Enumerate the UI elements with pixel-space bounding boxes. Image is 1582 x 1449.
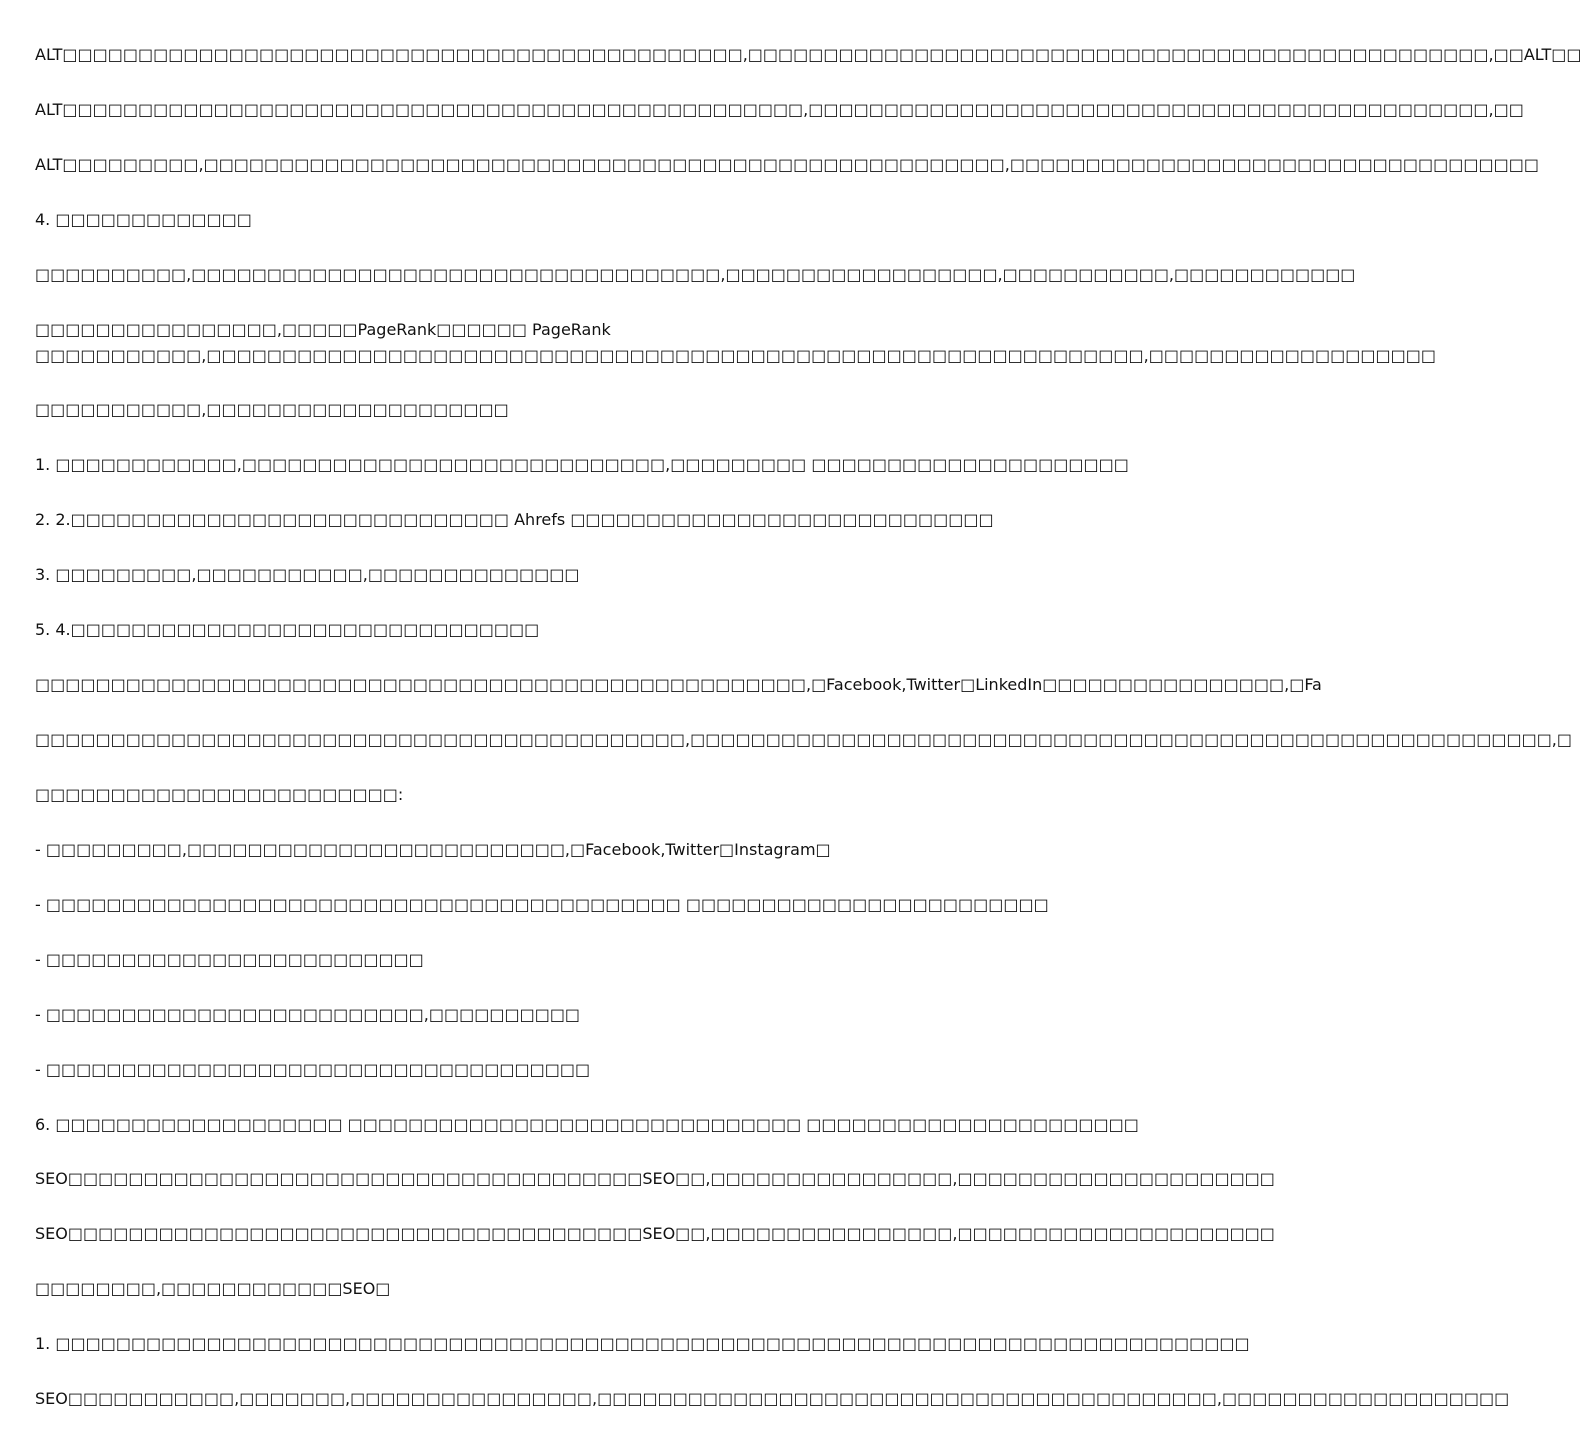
- paragraph-pagerank: [35, 317, 1436, 369]
- section-heading-6: 6. □□□□□□□□□□□□□□□□□□□ □□□□□□□□□□□□□□□□□□□□□□□□□□□□□□ □□□□□□□□□□□□□□□□□□□□□□: [35, 1115, 1139, 1134]
- bullet-item-2: - □□□□□□□□□□□□□□□□□□□□□□□□□□□□□□□□□□□□□□□□□□ □□□□□□□□□□□□□□□□□□□□□□□□: [35, 895, 1049, 914]
- paragraph-social-2: □□□□□□□□□□□□□□□□□□□□□□□□□□□□□□□□□□□□□□□□□□□,□□□□□□□□□□□□□□□□□□□□□□□□□□□□□□□□□□□□□□□□□□□□□□□□□□□□□□□□□,□: [35, 730, 1573, 749]
- list-item-2-ahrefs: 2. 2.□□□□□□□□□□□□□□□□□□□□□□□□□□□□□ Ahrefs □□□□□□□□□□□□□□□□□□□□□□□□□□□□: [35, 510, 994, 529]
- paragraph-social-intro: □□□□□□□□□□□□□□□□□□□□□□□□:: [35, 785, 404, 804]
- paragraph-seo-1: SEO□□□□□□□□□□□□□□□□□□□□□□□□□□□□□□□□□□□□□□SEO□□,□□□□□□□□□□□□□□□□,□□□□□□□□□□□□□□□□□□□□□: [35, 1169, 1275, 1188]
- bullet-item-4: - □□□□□□□□□□□□□□□□□□□□□□□□□,□□□□□□□□□□: [35, 1005, 581, 1024]
- paragraph-pagerank-line-1: □□□□□□□□□□□□□□□□,□□□□□PageRank□□□□□□ PageRank: [35, 320, 611, 339]
- list-item-1: 1. □□□□□□□□□□□□,□□□□□□□□□□□□□□□□□□□□□□□□□□□□,□□□□□□□□□ □□□□□□□□□□□□□□□□□□□□□: [35, 455, 1129, 474]
- bullet-item-5: - □□□□□□□□□□□□□□□□□□□□□□□□□□□□□□□□□□□□: [35, 1060, 591, 1079]
- paragraph-alt-1: ALT□□□□□□□□□□□□□□□□□□□□□□□□□□□□□□□□□□□□□□□□□□□□□,□□□□□□□□□□□□□□□□□□□□□□□□□□□□□□□□□□□□□□□□□□□□□□□□□,□□ALT□□: [35, 45, 1582, 64]
- paragraph-intro-list: □□□□□□□□□□□,□□□□□□□□□□□□□□□□□□□□: [35, 400, 509, 419]
- paragraph-section-4-1: □□□□□□□□□□,□□□□□□□□□□□□□□□□□□□□□□□□□□□□□□□□□□□,□□□□□□□□□□□□□□□□□□,□□□□□□□□□□□,□□□□□□□□□□□□: [35, 265, 1356, 284]
- bullet-item-1: - □□□□□□□□□,□□□□□□□□□□□□□□□□□□□□□□□□□,□Facebook,Twitter□Instagram□: [35, 840, 831, 859]
- paragraph-alt-3: ALT□□□□□□□□□,□□□□□□□□□□□□□□□□□□□□□□□□□□□□□□□□□□□□□□□□□□□□□□□□□□□□□,□□□□□□□□□□□□□□□□□□□□□□□□□□□□□□□□□□□: [35, 155, 1539, 174]
- section-heading-4: 4. □□□□□□□□□□□□□: [35, 210, 252, 229]
- paragraph-alt-2: ALT□□□□□□□□□□□□□□□□□□□□□□□□□□□□□□□□□□□□□□□□□□□□□□□□□,□□□□□□□□□□□□□□□□□□□□□□□□□□□□□□□□□□□□□□□□□□□□□,□□: [35, 100, 1524, 119]
- bullet-item-3: - □□□□□□□□□□□□□□□□□□□□□□□□□: [35, 950, 424, 969]
- paragraph-pagerank-line-2: □□□□□□□□□□□,□□□□□□□□□□□□□□□□□□□□□□□□□□□□□□□□□□□□□□□□□□□□□□□□□□□□□□□□□□□□□□,□□□□□□□□□□□□□□□□□□□: [35, 346, 1436, 365]
- section-heading-5: 5. 4.□□□□□□□□□□□□□□□□□□□□□□□□□□□□□□□: [35, 620, 540, 639]
- paragraph-social-1: □□□□□□□□□□□□□□□□□□□□□□□□□□□□□□□□□□□□□□□□□□□□□□□□□□□,□Facebook,Twitter□LinkedIn□□□□□□□□□□□□□□□□,□Fa: [35, 675, 1322, 694]
- paragraph-seo-2: SEO□□□□□□□□□□□□□□□□□□□□□□□□□□□□□□□□□□□□□□SEO□□,□□□□□□□□□□□□□□□□,□□□□□□□□□□□□□□□□□□□□□: [35, 1224, 1275, 1243]
- paragraph-seo-3: □□□□□□□□,□□□□□□□□□□□□SEO□: [35, 1279, 391, 1298]
- paragraph-seo-4: SEO□□□□□□□□□□□,□□□□□□□,□□□□□□□□□□□□□□□□,□□□□□□□□□□□□□□□□□□□□□□□□□□□□□□□□□□□□□□□□□,□□□□□□□□□□□□□□□□□□□: [35, 1389, 1510, 1408]
- list-item-3: 3. □□□□□□□□□,□□□□□□□□□□□,□□□□□□□□□□□□□□: [35, 565, 580, 584]
- list-item-seo-1: 1. □□□□□□□□□□□□□□□□□□□□□□□□□□□□□□□□□□□□□□□□□□□□□□□□□□□□□□□□□□□□□□□□□□□□□□□□□□□□□□□: [35, 1334, 1250, 1353]
